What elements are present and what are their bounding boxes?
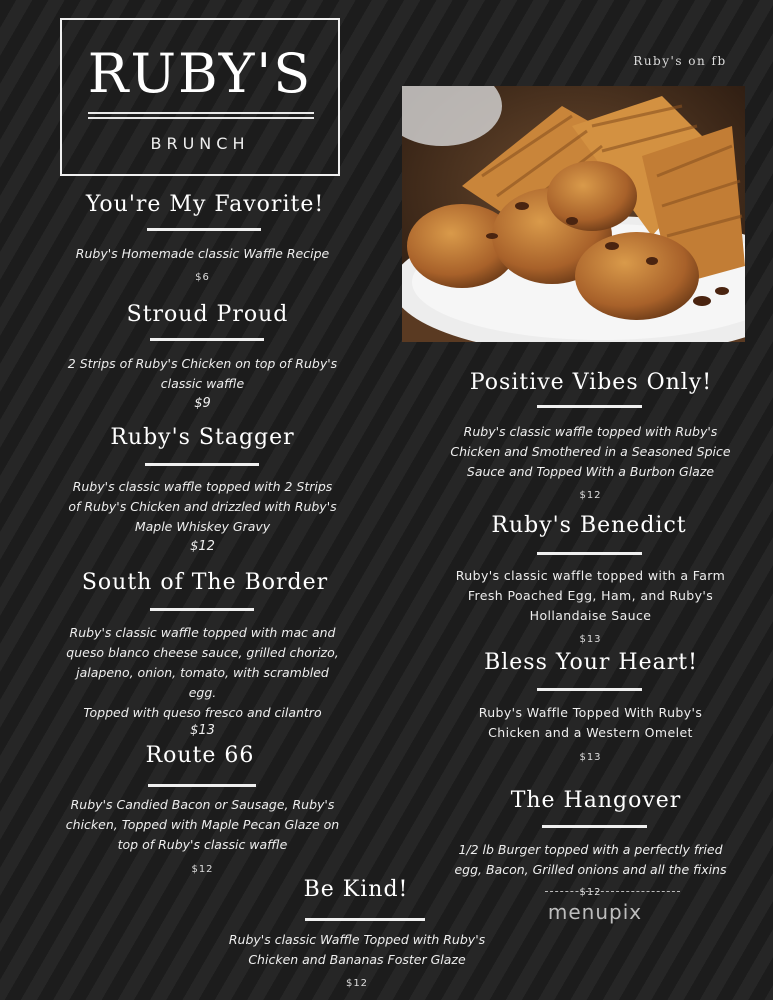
chicken-and-waffles-photo [402,86,745,342]
item-desc-line: of Ruby's Chicken and drizzled with Ruby's [68,499,337,514]
item-desc-line: egg. [188,685,217,700]
item-desc-line: 1/2 lb Burger topped with a perfectly fried [458,842,723,857]
item-price: $6 [195,272,210,283]
item-desc-line: Chicken and Smothered in a Seasoned Spice [450,444,731,459]
item-desc-line: Ruby's classic waffle topped with 2 Strips [72,479,333,494]
item-rule [150,338,264,341]
item-desc-line: queso blanco cheese sauce, grilled chorizo, [66,645,339,660]
item-desc-line: Fresh Poached Egg, Ham, and Ruby's [467,588,714,603]
item-desc-line: Topped with queso fresco and cilantro [83,705,322,720]
item-title-youre-my-favorite: You're My Favorite! [85,192,325,217]
item-title-rubys-stagger: Ruby's Stagger [110,425,295,450]
item-title-stroud-proud: Stroud Proud [126,302,289,327]
item-desc-line: Ruby's classic waffle topped with mac and [69,625,336,640]
restaurant-name: RUBY'S [87,42,313,105]
item-desc-line: Maple Whiskey Gravy [134,519,271,534]
menupix-watermark: menupix [547,900,643,924]
item-desc-line: Ruby's Waffle Topped With Ruby's [478,705,703,720]
item-price: $12 [579,490,602,501]
item-rule [147,228,261,231]
item-desc-line: classic waffle [160,376,245,391]
item-desc-line: Ruby's Homemade classic Waffle Recipe [75,246,330,261]
item-desc-line: chicken, Topped with Maple Pecan Glaze on [65,817,340,832]
item-desc-line: Ruby's classic Waffle Topped with Ruby's [228,932,486,947]
item-rule [537,552,642,555]
item-desc-line: Sauce and Topped With a Burbon Glaze [466,464,715,479]
item-title-be-kind: Be Kind! [303,877,409,902]
item-desc-line: top of Ruby's classic waffle [117,837,288,852]
logo-rule-top [88,112,314,114]
item-rule [542,825,647,828]
item-rule [148,784,256,787]
item-desc-line: Ruby's Candied Bacon or Sausage, Ruby's [70,797,335,812]
logo-rule-bottom [88,117,314,119]
item-desc-line: jalapeno, onion, tomato, with scrambled [76,665,329,680]
item-desc-line: Hollandaise Sauce [529,608,652,623]
item-price: $12 [190,539,215,554]
item-desc-line: egg, Bacon, Grilled onions and all the fixins [454,862,727,877]
item-desc-line: Chicken and Bananas Foster Glaze [248,952,466,967]
social-handle[interactable]: Ruby's on fb [633,54,727,68]
item-desc-line: Ruby's classic waffle topped with Ruby's [463,424,718,439]
item-rule [145,463,259,466]
item-price: $13 [190,723,215,738]
item-rule [305,918,425,921]
item-desc-line: 2 Strips of Ruby's Chicken on top of Ruby's [67,356,338,371]
item-rule [537,688,642,691]
item-desc-line: Ruby's classic waffle topped with a Farm [455,568,726,583]
item-price: $12 [191,864,214,875]
item-price: $13 [579,752,602,763]
item-rule [150,608,254,611]
item-title-rubys-benedict: Ruby's Benedict [491,513,687,538]
logo-box [60,18,340,176]
item-desc-line: Chicken and a Western Omelet [488,725,693,740]
item-title-route-66: Route 66 [145,743,255,768]
item-price: $9 [194,396,211,411]
item-title-the-hangover: The Hangover [510,788,682,813]
item-rule [537,405,642,408]
item-price: $12 [579,887,602,898]
item-title-bless-your-heart: Bless Your Heart! [484,650,698,675]
item-price: $13 [579,634,602,645]
item-title-south-of-the-border: South of The Border [81,570,329,595]
restaurant-subtitle: BRUNCH [150,134,250,153]
item-title-positive-vibes-only: Positive Vibes Only! [469,370,713,395]
item-price: $12 [345,978,369,989]
